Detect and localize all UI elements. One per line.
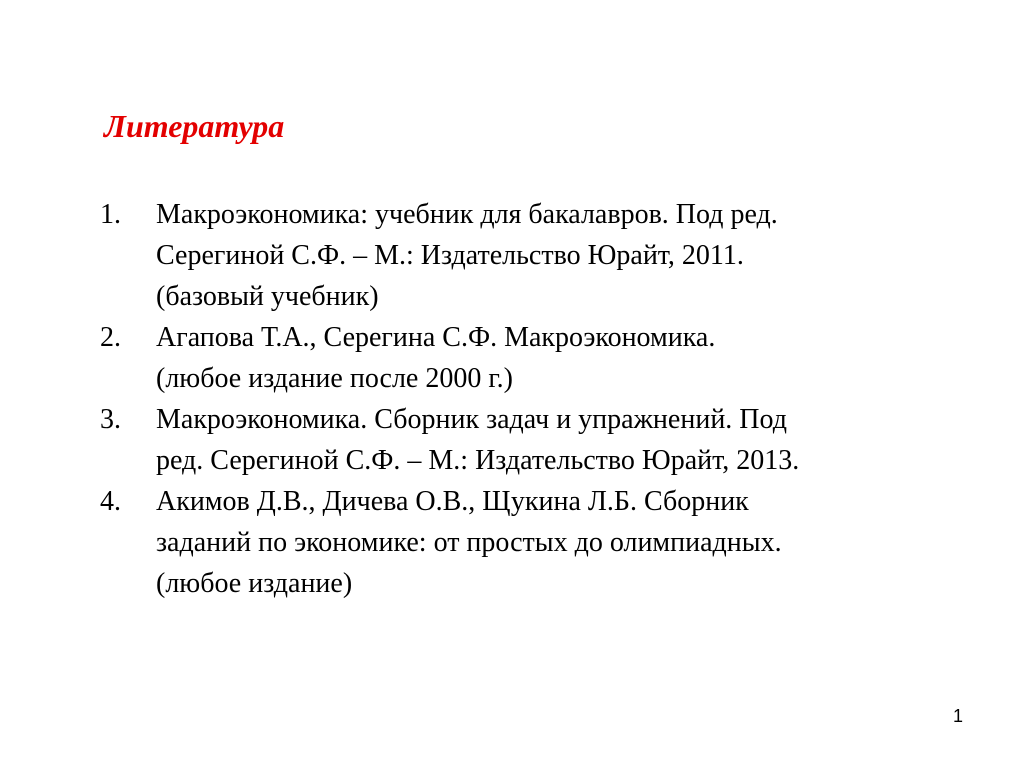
reference-line: Агапова Т.А., Серегина С.Ф. Макроэкономика. xyxy=(156,322,716,353)
reference-item-1 xyxy=(100,194,980,317)
reference-number: 3. xyxy=(100,404,121,435)
reference-line: (базовый учебник) xyxy=(156,281,379,312)
reference-line: Макроэкономика: учебник для бакалавров. Под ред. xyxy=(156,199,778,230)
reference-line: (любое издание после 2000 г.) xyxy=(156,363,513,394)
page-number: 1 xyxy=(952,706,963,726)
reference-number: 4. xyxy=(100,486,121,517)
reference-line: заданий по экономике: от простых до олимпиадных. xyxy=(156,527,782,558)
reference-line: Серегиной С.Ф. – М.: Издательство Юрайт, 2011. xyxy=(156,240,744,271)
reference-number: 2. xyxy=(100,322,121,353)
reference-line: Макроэкономика. Сборник задач и упражнений. Под xyxy=(156,404,787,435)
slide-title: Литература xyxy=(104,108,285,144)
reference-list xyxy=(100,194,980,604)
reference-item-2 xyxy=(100,317,980,399)
reference-line: Акимов Д.В., Дичева О.В., Щукина Л.Б. Сборник xyxy=(156,486,749,517)
reference-item-3 xyxy=(100,399,980,481)
reference-item-4 xyxy=(100,481,980,604)
reference-line: (любое издание) xyxy=(156,568,353,599)
reference-line: ред. Серегиной С.Ф. – М.: Издательство Юрайт, 2013. xyxy=(156,445,800,476)
reference-number: 1. xyxy=(100,199,121,230)
